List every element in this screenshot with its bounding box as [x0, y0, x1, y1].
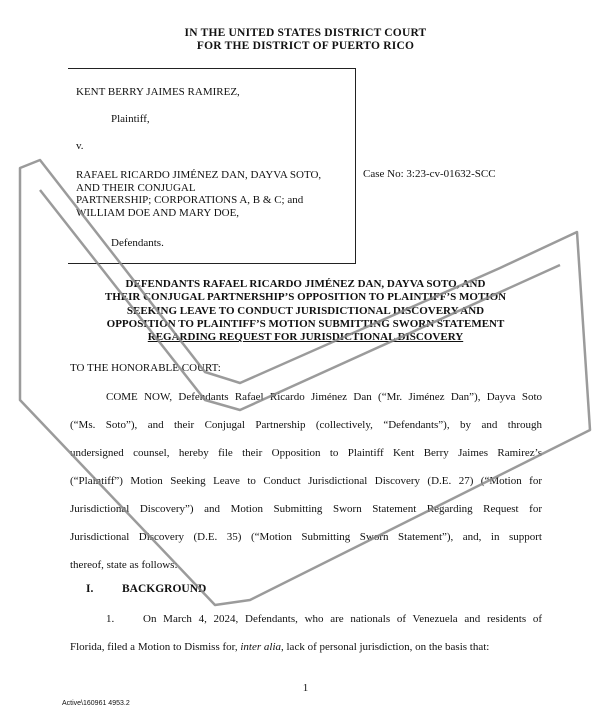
document-title	[60, 278, 551, 344]
defendants-line: WILLIAM DOE AND MARY DOE,	[76, 206, 240, 219]
intro-line: Jurisdictional Discovery”) and Motion Submitting Sworn Statement Regarding Request for	[70, 503, 542, 515]
paragraph-text: On March 4, 2024, Defendants, who are nationals of Venezuela and residents of	[143, 613, 542, 625]
intro-line: (“Ms. Soto”), and their Conjugal Partnership (collectively, “Defendants”), by and through	[70, 419, 542, 431]
salutation: TO THE HONORABLE COURT:	[70, 362, 221, 374]
section-heading	[86, 583, 206, 595]
plaintiff-role: Plaintiff,	[111, 113, 150, 125]
title-underlined-line: REGARDING REQUEST FOR JURISDICTIONAL DISCOVERY	[147, 331, 464, 344]
court-district-line: FOR THE DISTRICT OF PUERTO RICO	[196, 40, 415, 52]
defendants-role: Defendants.	[111, 237, 164, 249]
paragraph-1-first-line	[106, 613, 542, 625]
court-name-line: IN THE UNITED STATES DISTRICT COURT	[184, 27, 427, 39]
paragraph-text: , lack of personal jurisdiction, on the basis that:	[281, 641, 490, 653]
paragraph-number: 1.	[106, 613, 115, 625]
defendants-names	[76, 169, 321, 219]
title-line: THEIR CONJUGAL PARTNERSHIP’S OPPOSITION TO PLAINTIFF’S MOTION	[104, 291, 507, 304]
intro-line: COME NOW, Defendants Rafael Ricardo Jiménez Dan (“Mr. Jiménez Dan”), Dayva Soto	[106, 391, 542, 403]
defendants-line: RAFAEL RICARDO JIMÉNEZ DAN, DAYVA SOTO,	[76, 169, 322, 181]
case-number: Case No: 3:23-cv-01632-SCC	[363, 168, 496, 180]
section-number: I.	[86, 583, 94, 595]
defendants-line: PARTNERSHIP; CORPORATIONS A, B & C; and	[76, 194, 304, 206]
defendants-line: AND THEIR CONJUGAL	[76, 181, 196, 194]
court-header	[0, 27, 611, 53]
paragraph-text: Florida, filed a Motion to Dismiss for,	[70, 641, 238, 653]
section-title: BACKGROUND	[122, 583, 207, 595]
title-line: DEFENDANTS RAFAEL RICARDO JIMÉNEZ DAN, DAYVA SOTO, AND	[125, 278, 486, 290]
intro-line: Jurisdictional Discovery (D.E. 35) (“Motion Submitting Sworn Statement”), and, in support	[70, 531, 542, 543]
intro-line: undersigned counsel, hereby file their Opposition to Plaintiff Kent Berry Jaimes Ramirez’s	[70, 447, 542, 459]
title-line: OPPOSITION TO PLAINTIFF’S MOTION SUBMITTING SWORN STATEMENT	[106, 317, 505, 330]
paragraph-1-second-line	[70, 641, 542, 653]
paragraph-italic-text: inter alia	[240, 641, 281, 653]
plaintiff-name: KENT BERRY JAIMES RAMIREZ,	[76, 86, 240, 98]
title-line: SEEKING LEAVE TO CONDUCT JURISDICTIONAL DISCOVERY AND	[126, 304, 485, 317]
page-number: 1	[302, 682, 309, 694]
document-id-footer: Active\160961 4953.2	[62, 700, 130, 707]
intro-line: thereof, state as follows:	[70, 559, 178, 571]
versus-label: v.	[76, 140, 84, 152]
intro-line: (“Plaintiff”) Motion Seeking Leave to Conduct Jurisdictional Discovery (D.E. 27) (“Motion for	[70, 475, 542, 487]
